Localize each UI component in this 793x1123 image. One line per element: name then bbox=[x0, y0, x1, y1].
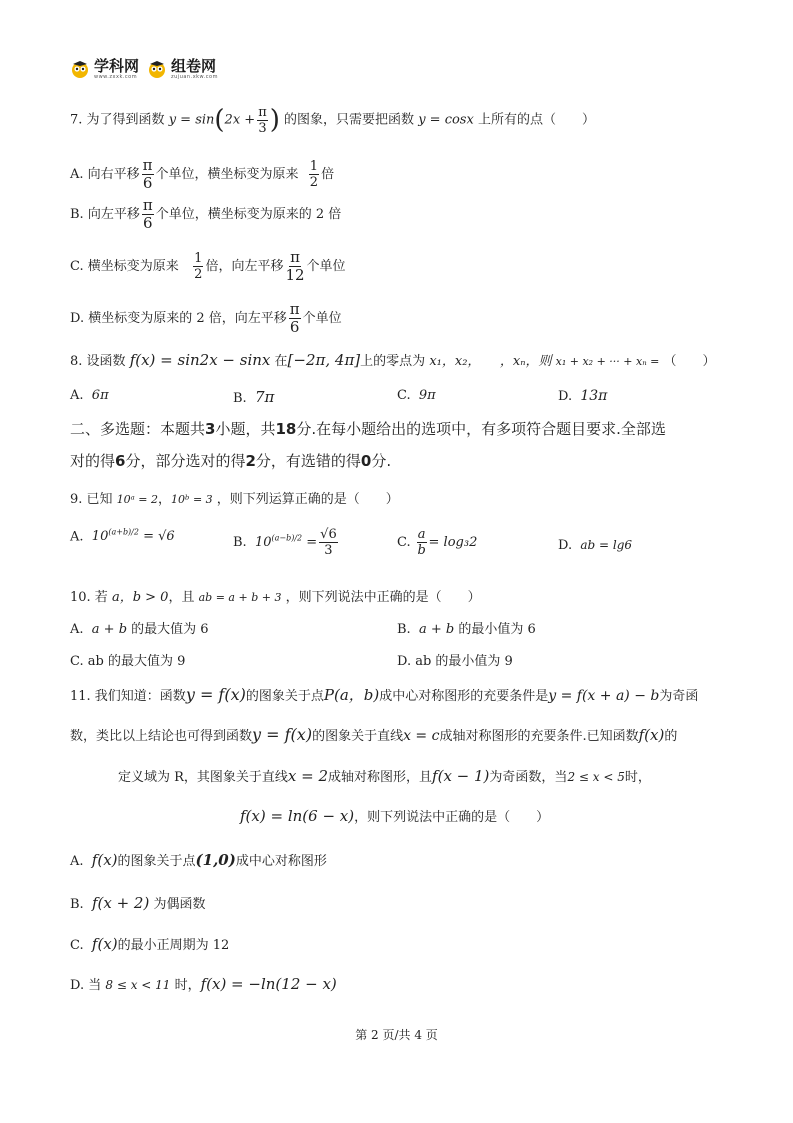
q8-stem: 8. 设函数 f(x) = sin2x − sinx 在[−2π, 4π]上的零点为 x₁，x₂， ，xₙ，则 x₁ + x₂ + ··· + xₙ = （ ） bbox=[70, 351, 716, 369]
logo-url: www.zxxk.com bbox=[94, 74, 138, 80]
header-logos bbox=[70, 58, 218, 80]
q9-option-d[interactable]: D. ab = lg6 bbox=[558, 538, 633, 553]
owl-icon bbox=[147, 59, 167, 79]
q10-option-b[interactable]: B. a + b 的最小值为 6 bbox=[397, 622, 536, 637]
owl-icon bbox=[70, 59, 90, 79]
q7-stem: 7. 为了得到函数 y = sin(2x + $\frac{\pi}{3}$ ) 的图象，只需要把函数 y = cosx 上所有的点（ ） bbox=[70, 104, 595, 136]
q11-stem-line4: f(x) = ln(6 − x)，则下列说法中正确的是（ ） bbox=[240, 807, 550, 825]
q9-option-a[interactable]: A. $10^{(a+b)/2} = √6$ bbox=[70, 528, 175, 545]
q8-option-c[interactable]: C. 9π bbox=[397, 388, 436, 403]
q11-option-b[interactable]: B. f(x + 2) 为偶函数 bbox=[70, 894, 206, 912]
q9-option-c[interactable]: C. $\frac{a}{b}$ = log₃2 bbox=[397, 527, 478, 558]
q10-stem: 10. 若 a，b > 0，且 ab = a + b + 3 ，则下列说法中正确的是（ ） bbox=[70, 590, 481, 605]
section-heading-multi-choice: 二、多选题：本题共3小题，共18分.在每小题给出的选项中，有多项符合题目要求.全部选 bbox=[70, 420, 666, 438]
q11-option-c[interactable]: C. f(x)的最小正周期为 12 bbox=[70, 935, 230, 953]
logo-name: 学科网 bbox=[94, 57, 140, 75]
logo-name: 组卷网 bbox=[171, 57, 217, 75]
q11-stem-line1: 11. 我们知道：函数y = f(x)的图象关于点P(a，b)成中心对称图形的充要条件是y = f(x + a) − b为奇函 bbox=[70, 685, 699, 704]
q11-stem-line3: 定义域为 R，其图象关于直线x = 2成轴对称图形，且f(x − 1)为奇函数，当2 ≤ x < 5时， bbox=[118, 767, 651, 785]
q10-option-c[interactable]: C. ab 的最大值为 9 bbox=[70, 654, 186, 669]
xkw-logo bbox=[70, 58, 139, 80]
q9-stem: 9. 已知 10ᵃ = 2，10ᵇ = 3 ，则下列运算正确的是（ ） bbox=[70, 492, 399, 507]
q7-option-a[interactable]: A. 向右平移 $\frac{\pi}{6}$ 个单位，横坐标变为原来 $\frac{1}{2}$ 倍 bbox=[70, 156, 335, 192]
q11-stem-line2: 数，类比以上结论也可得到函数y = f(x)的图象关于直线x = c成轴对称图形的充要条件.已知函数f(x)的 bbox=[70, 725, 678, 744]
logo-url: zujuan.xkw.com bbox=[171, 74, 218, 80]
q10-option-a[interactable]: A. a + b 的最大值为 6 bbox=[70, 622, 209, 637]
zujuan-logo bbox=[147, 58, 218, 80]
q8-option-b[interactable]: B. 7π bbox=[233, 388, 275, 406]
q11-option-d[interactable]: D. 当 8 ≤ x < 11 时，f(x) = −ln(12 − x) bbox=[70, 975, 337, 993]
q8-option-a[interactable]: A. 6π bbox=[70, 388, 109, 403]
page-number: 第 2 页/共 4 页 bbox=[355, 1028, 438, 1042]
q8-option-d[interactable]: D. 13π bbox=[558, 388, 608, 404]
q9-option-b[interactable]: B. $10^{(a-b)/2}$ = $\frac{√6}{3}$ bbox=[233, 527, 337, 558]
q7-option-c[interactable]: C. 横坐标变为原来 $\frac{1}{2}$ 倍，向左平移 $\frac{\pi}{12}$ 个单位 bbox=[70, 248, 346, 284]
q10-option-d[interactable]: D. ab 的最小值为 9 bbox=[397, 654, 513, 669]
q11-option-a[interactable]: A. f(x)的图象关于点(1,0)成中心对称图形 bbox=[70, 851, 327, 869]
q7-option-d[interactable]: D. 横坐标变为原来的 2 倍，向左平移 $\frac{\pi}{6}$ 个单位 bbox=[70, 300, 342, 336]
q7-option-b[interactable]: B. 向左平移 $\frac{\pi}{6}$ 个单位，横坐标变为原来的 2 倍 bbox=[70, 196, 342, 232]
section-heading-line2: 对的得6分，部分选对的得2分，有选错的得0分. bbox=[70, 452, 392, 470]
